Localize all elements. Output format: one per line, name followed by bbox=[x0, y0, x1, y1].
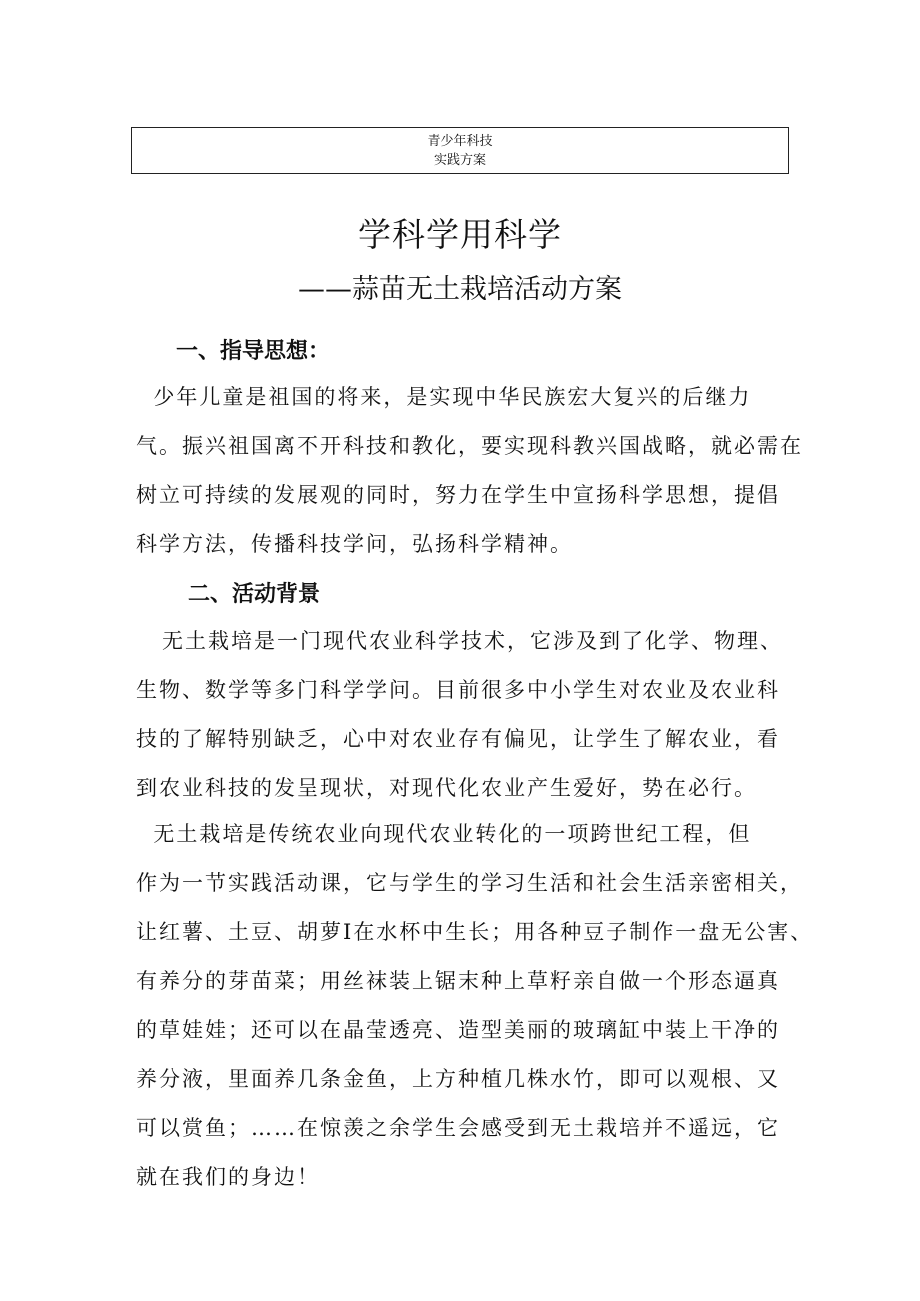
header-line-2: 实践方案 bbox=[433, 153, 486, 168]
section-heading-guiding-ideology: 一、指导思想： bbox=[176, 339, 331, 364]
paragraph-line: 无土栽培是传统农业向现代农业转化的一项跨世纪工程，但 bbox=[136, 822, 752, 846]
paragraph-line: 无土栽培是一门现代农业科学技术，它涉及到了化学、物理、 bbox=[136, 629, 784, 653]
paragraph-line: 气。振兴祖国离不开科技和教化，要实现科教兴国战略，就必需在 bbox=[136, 434, 803, 458]
paragraph-line: 到农业科技的发呈现状，对现代化农业产生爱好，势在必行。 bbox=[136, 776, 757, 800]
document-title: 学科学用科学 bbox=[358, 215, 562, 254]
paragraph-background-2 bbox=[136, 810, 814, 1202]
document-subtitle: ——蒜苗无土栽培活动方案 bbox=[298, 274, 622, 305]
paragraph-line: 可以赏鱼；……在惊羡之余学生会感受到无土栽培并不遥远，它 bbox=[136, 1116, 780, 1140]
paragraph-line: 的草娃娃；还可以在晶莹透亮、造型美丽的玻璃缸中装上干净的 bbox=[136, 1018, 780, 1042]
paragraph-line: 作为一节实践活动课，它与学生的学习生活和社会生活亲密相关， bbox=[136, 871, 803, 895]
paragraph-line: 让红薯、土豆、胡萝I在水杯中生长；用各种豆子制作一盘无公害、 bbox=[136, 920, 814, 944]
paragraph-line: 树立可持续的发展观的同时，努力在学生中宣扬科学思想，提倡 bbox=[136, 483, 780, 507]
paragraph-background-1 bbox=[136, 617, 791, 813]
paragraph-line: 科学方法，传播科技学问，弘扬科学精神。 bbox=[136, 532, 573, 556]
paragraph-line: 生物、数学等多门科学学问。目前很多中小学生对农业及农业科 bbox=[136, 678, 780, 702]
paragraph-line: 少年儿童是祖国的将来，是实现中华民族宏大复兴的后继力 bbox=[136, 385, 752, 409]
document-header-box bbox=[131, 127, 789, 174]
paragraph-line: 有养分的芽苗菜；用丝袜装上锯末种上草籽亲自做一个形态逼真 bbox=[136, 969, 780, 993]
paragraph-line: 养分液，里面养几条金鱼，上方种植几株水竹，即可以观根、又 bbox=[136, 1067, 780, 1091]
header-line-1: 青少年科技 bbox=[427, 134, 493, 149]
paragraph-guiding-ideology bbox=[136, 373, 803, 569]
paragraph-line: 技的了解特别缺乏，心中对农业存有偏见，让学生了解农业，看 bbox=[136, 727, 780, 751]
section-heading-activity-background: 二、活动背景 bbox=[188, 582, 321, 607]
paragraph-line: 就在我们的身边！ bbox=[136, 1165, 320, 1189]
